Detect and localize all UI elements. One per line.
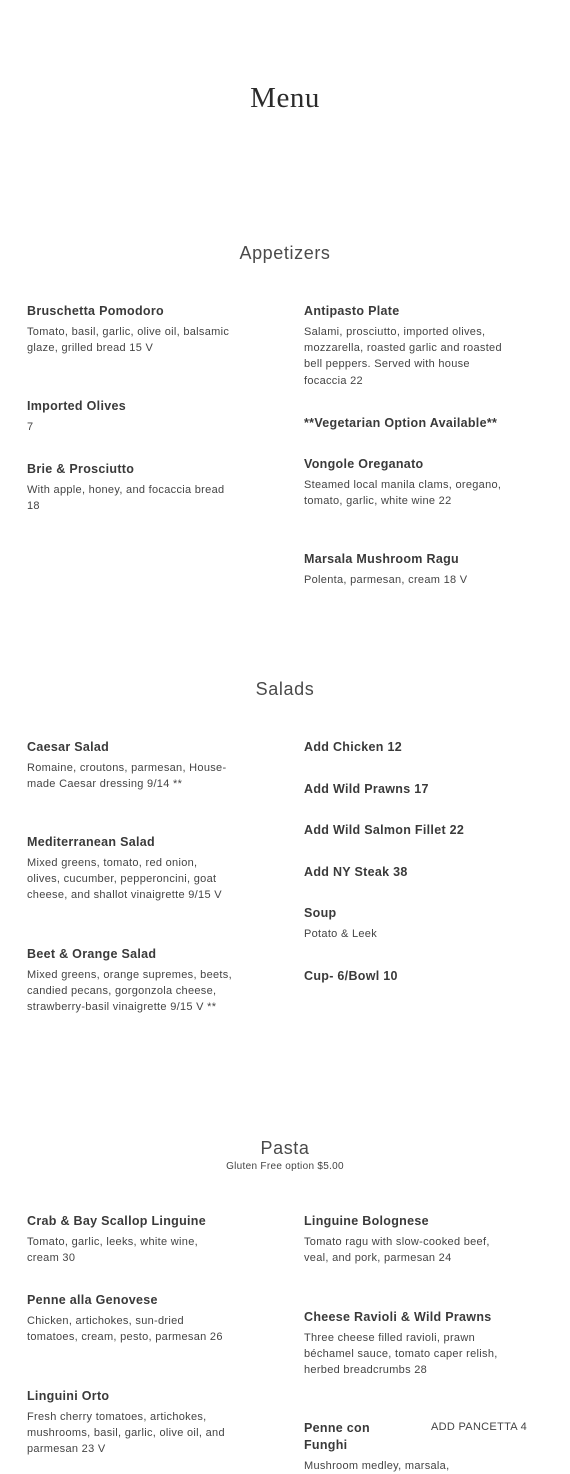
- item-name: Linguine Bolognese: [304, 1214, 429, 1228]
- item-desc: Steamed local manila clams, oregano, tomato, garlic, white wine 22: [304, 479, 502, 508]
- menu-item: [304, 551, 529, 588]
- item-desc: Tomato, garlic, leeks, white wine, cream 30: [27, 1236, 198, 1265]
- menu-item: [304, 822, 544, 839]
- section-title-salads: Salads: [255, 679, 315, 699]
- item-name: Penne con Funghi: [304, 1421, 370, 1452]
- menu-item: [27, 1292, 227, 1345]
- item-desc: Chicken, artichokes, sun-dried tomatoes, cream, pesto, parmesan 26: [27, 1315, 223, 1344]
- item-desc: Mushroom medley, marsala,: [304, 1460, 450, 1472]
- item-desc: Tomato, basil, garlic, olive oil, balsamic glaze, grilled bread 15 V: [27, 326, 230, 355]
- item-name: Soup: [304, 906, 337, 920]
- item-name: Imported Olives: [27, 399, 126, 413]
- item-desc: Three cheese filled ravioli, prawn béchamel sauce, tomato caper relish, herbed breadcrumbs 28: [304, 1332, 498, 1377]
- item-name: Cup- 6/Bowl 10: [304, 969, 398, 983]
- menu-item: [304, 864, 529, 881]
- item-name: Add Chicken 12: [304, 740, 402, 754]
- item-name: Add NY Steak 38: [304, 865, 408, 879]
- page-title: Menu: [250, 82, 320, 114]
- menu-item: [27, 834, 232, 904]
- item-name: Add Wild Salmon Fillet 22: [304, 823, 465, 837]
- item-desc: Fresh cherry tomatoes, artichokes, mushrooms, basil, garlic, olive oil, and parmesan 23 V: [27, 1411, 225, 1456]
- menu-item: [27, 1388, 227, 1458]
- item-name: Antipasto Plate: [304, 304, 400, 318]
- menu-item: [27, 461, 237, 514]
- menu-item: [304, 303, 509, 389]
- section-title-pasta: Pasta: [260, 1138, 310, 1158]
- item-name: Mediterranean Salad: [27, 835, 155, 849]
- item-desc: Potato & Leek: [304, 928, 378, 940]
- item-name: Linguini Orto: [27, 1389, 110, 1403]
- item-desc: Tomato ragu with slow-cooked beef, veal, and pork, parmesan 24: [304, 1236, 490, 1265]
- item-desc: Mixed greens, tomato, red onion, olives, cucumber, pepperoncini, goat cheese, and shallot vinaigrette 9/15 V: [27, 857, 222, 902]
- menu-item: [27, 1213, 252, 1266]
- item-name: Vongole Oreganato: [304, 457, 424, 471]
- item-name: Marsala Mushroom Ragu: [304, 552, 459, 566]
- menu-item: [27, 739, 237, 792]
- item-name: **Vegetarian Option Available**: [304, 416, 498, 430]
- menu-item: [304, 415, 544, 432]
- item-desc: Salami, prosciutto, imported olives, mozzarella, roasted garlic and roasted bell peppers. Served with house focaccia 22: [304, 326, 502, 387]
- menu-item: [304, 739, 529, 756]
- menu-item: [304, 456, 504, 509]
- menu-item: [304, 1213, 504, 1266]
- menu-item: [27, 398, 237, 435]
- menu-item: [304, 905, 529, 942]
- item-name: Add Wild Prawns 17: [304, 782, 429, 796]
- menu-item: [27, 303, 237, 356]
- menu-item: [304, 1309, 519, 1379]
- item-name: Cheese Ravioli & Wild Prawns: [304, 1310, 492, 1324]
- section-title-appetizers: Appetizers: [239, 243, 331, 263]
- item-name: Beet & Orange Salad: [27, 947, 157, 961]
- addon-label: ADD PANCETTA 4: [431, 1421, 528, 1433]
- item-desc: Mixed greens, orange supremes, beets, candied pecans, gorgonzola cheese, strawberry-basil vinaigrette 9/15 V **: [27, 969, 232, 1014]
- item-desc: Polenta, parmesan, cream 18 V: [304, 574, 468, 586]
- item-name: Bruschetta Pomodoro: [27, 304, 164, 318]
- item-desc: With apple, honey, and focaccia bread 18: [27, 484, 225, 513]
- menu-item: [304, 781, 529, 798]
- menu-item: [304, 968, 529, 985]
- item-desc: Romaine, croutons, parmesan, House-made Caesar dressing 9/14 **: [27, 762, 227, 791]
- item-name: Penne alla Genovese: [27, 1293, 158, 1307]
- item-desc: 7: [27, 421, 34, 433]
- item-name: Crab & Bay Scallop Linguine: [27, 1214, 206, 1228]
- menu-item: [27, 946, 232, 1016]
- item-name: Caesar Salad: [27, 740, 110, 754]
- item-name: Brie & Prosciutto: [27, 462, 135, 476]
- section-note: Gluten Free option $5.00: [226, 1161, 344, 1172]
